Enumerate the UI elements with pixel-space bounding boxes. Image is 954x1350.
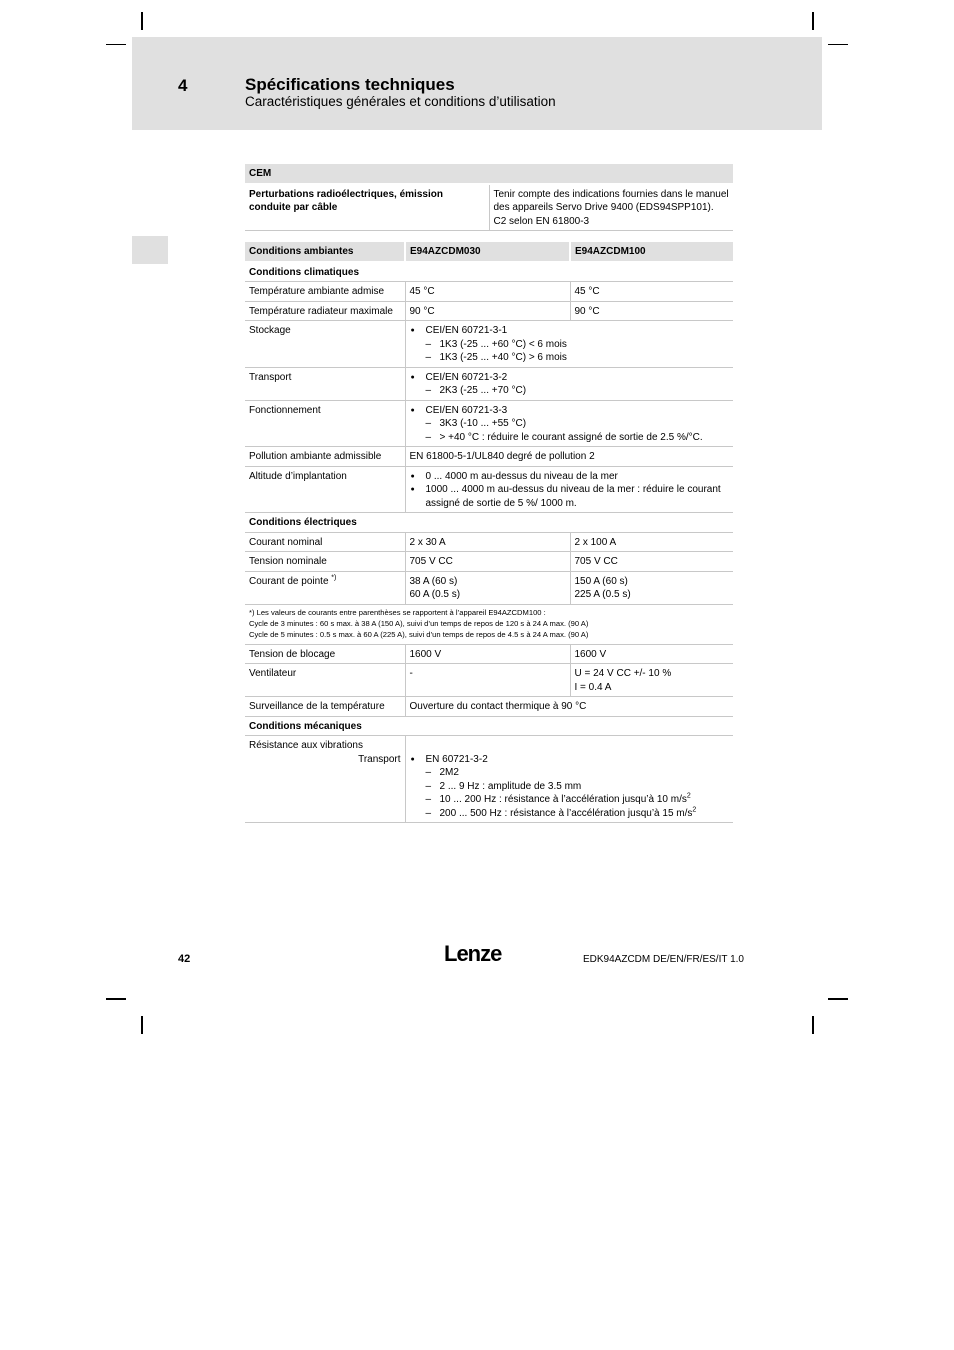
column-header: E94AZCDM030 — [405, 242, 570, 262]
page-number: 42 — [178, 953, 191, 965]
cem-table — [245, 164, 733, 231]
lenze-logo: Lenze — [444, 941, 502, 966]
crop-mark — [812, 12, 814, 30]
ambient-conditions-table — [245, 242, 733, 823]
chapter-number: 4 — [178, 76, 188, 95]
footnote: *) Les valeurs de courants entre parenthèses se rapportent à l’appareil E94AZCDM100 : Cycle de 3 minutes : 60 s max. à 38 A (150 A), suivi d’un temps de repos de 120 s à 24 A max. (90 A) Cycle de 5 minutes : 0.5 s max. à 60 A (225 A), suivi d’un temps de repos de 4.5 s à 24 A max. (90 A) — [245, 605, 733, 645]
section-heading: Conditions électriques — [245, 513, 733, 533]
crop-mark — [828, 44, 848, 45]
table-row: Tension de blocage 1600 V 1600 V — [245, 645, 733, 664]
table-row: Stockage ● CEI/EN 60721-3-1 – 1K3 (-25 ... +60 °C) < 6 mois – 1K3 (-25 ... +40 °C) > 6 mois — [245, 321, 733, 368]
cem-heading: CEM — [245, 164, 733, 184]
table-row: Pollution ambiante admissible EN 61800-5-1/UL840 degré de pollution 2 — [245, 447, 733, 467]
table-row: Température ambiante admise 45 °C 45 °C — [245, 282, 733, 302]
table-row: Courant nominal 2 x 30 A 2 x 100 A — [245, 532, 733, 552]
table-row: Transport ● CEI/EN 60721-3-2 – 2K3 (-25 ... +70 °C) — [245, 367, 733, 400]
section-heading: Conditions climatiques — [245, 262, 733, 282]
page-title: Spécifications techniques — [245, 75, 455, 94]
page-subtitle: Caractéristiques générales et conditions d’utilisation — [245, 94, 556, 109]
crop-mark — [106, 44, 126, 45]
table-row: Tension nominale 705 V CC 705 V CC — [245, 552, 733, 572]
crop-mark — [828, 998, 848, 1000]
row-value: Tenir compte des indications fournies dans le manuel des appareils Servo Drive 9400 (EDS94SPP101). C2 selon EN 61800-3 — [489, 184, 733, 231]
crop-mark — [812, 1016, 814, 1034]
header-band — [132, 37, 822, 130]
table-row: Surveillance de la température Ouverture du contact thermique à 90 °C — [245, 697, 733, 717]
section-heading: Conditions mécaniques — [245, 716, 733, 736]
chapter-tab — [132, 236, 168, 264]
table-row: Température radiateur maximale 90 °C 90 °C — [245, 301, 733, 321]
document-reference: EDK94AZCDM DE/EN/FR/ES/IT 1.0 — [583, 954, 744, 965]
table-row: Ventilateur - U = 24 V CC +/- 10 % I = 0.4 A — [245, 664, 733, 697]
table-row: Altitude d’implantation ● 0 ... 4000 m au-dessus du niveau de la mer ● 1000 ... 4000 m au-dessus du niveau de la mer : réduire le courant assigné de sortie de 5 %/ 1000 m. — [245, 466, 733, 513]
table-row: Courant de pointe *) 38 A (60 s) 60 A (0.5 s) 150 A (60 s) 225 A (0.5 s) — [245, 571, 733, 604]
column-header: Conditions ambiantes — [245, 242, 405, 262]
crop-mark — [141, 1016, 143, 1034]
crop-mark — [141, 12, 143, 30]
row-label: Perturbations radioélectriques, émission conduite par câble — [245, 184, 489, 231]
table-row: Fonctionnement ● CEI/EN 60721-3-3 – 3K3 (-10 ... +55 °C) – > +40 °C : réduire le courant assigné de sortie de 2.5 %/°C. — [245, 400, 733, 447]
crop-mark — [106, 998, 126, 1000]
spec-content — [245, 164, 733, 823]
table-row: Résistance aux vibrations Transport ● EN 60721-3-2 – 2M2 – 2 ... 9 Hz : amplitude de 3.5 mm – 10 ... 200 Hz : résistance à l’accélération jusqu’à 10 $m/s^2$ – 200 ... 500 Hz : résistance à l’accélération jusqu’à 15 $m/s^2$ — [245, 736, 733, 823]
column-header: E94AZCDM100 — [570, 242, 733, 262]
